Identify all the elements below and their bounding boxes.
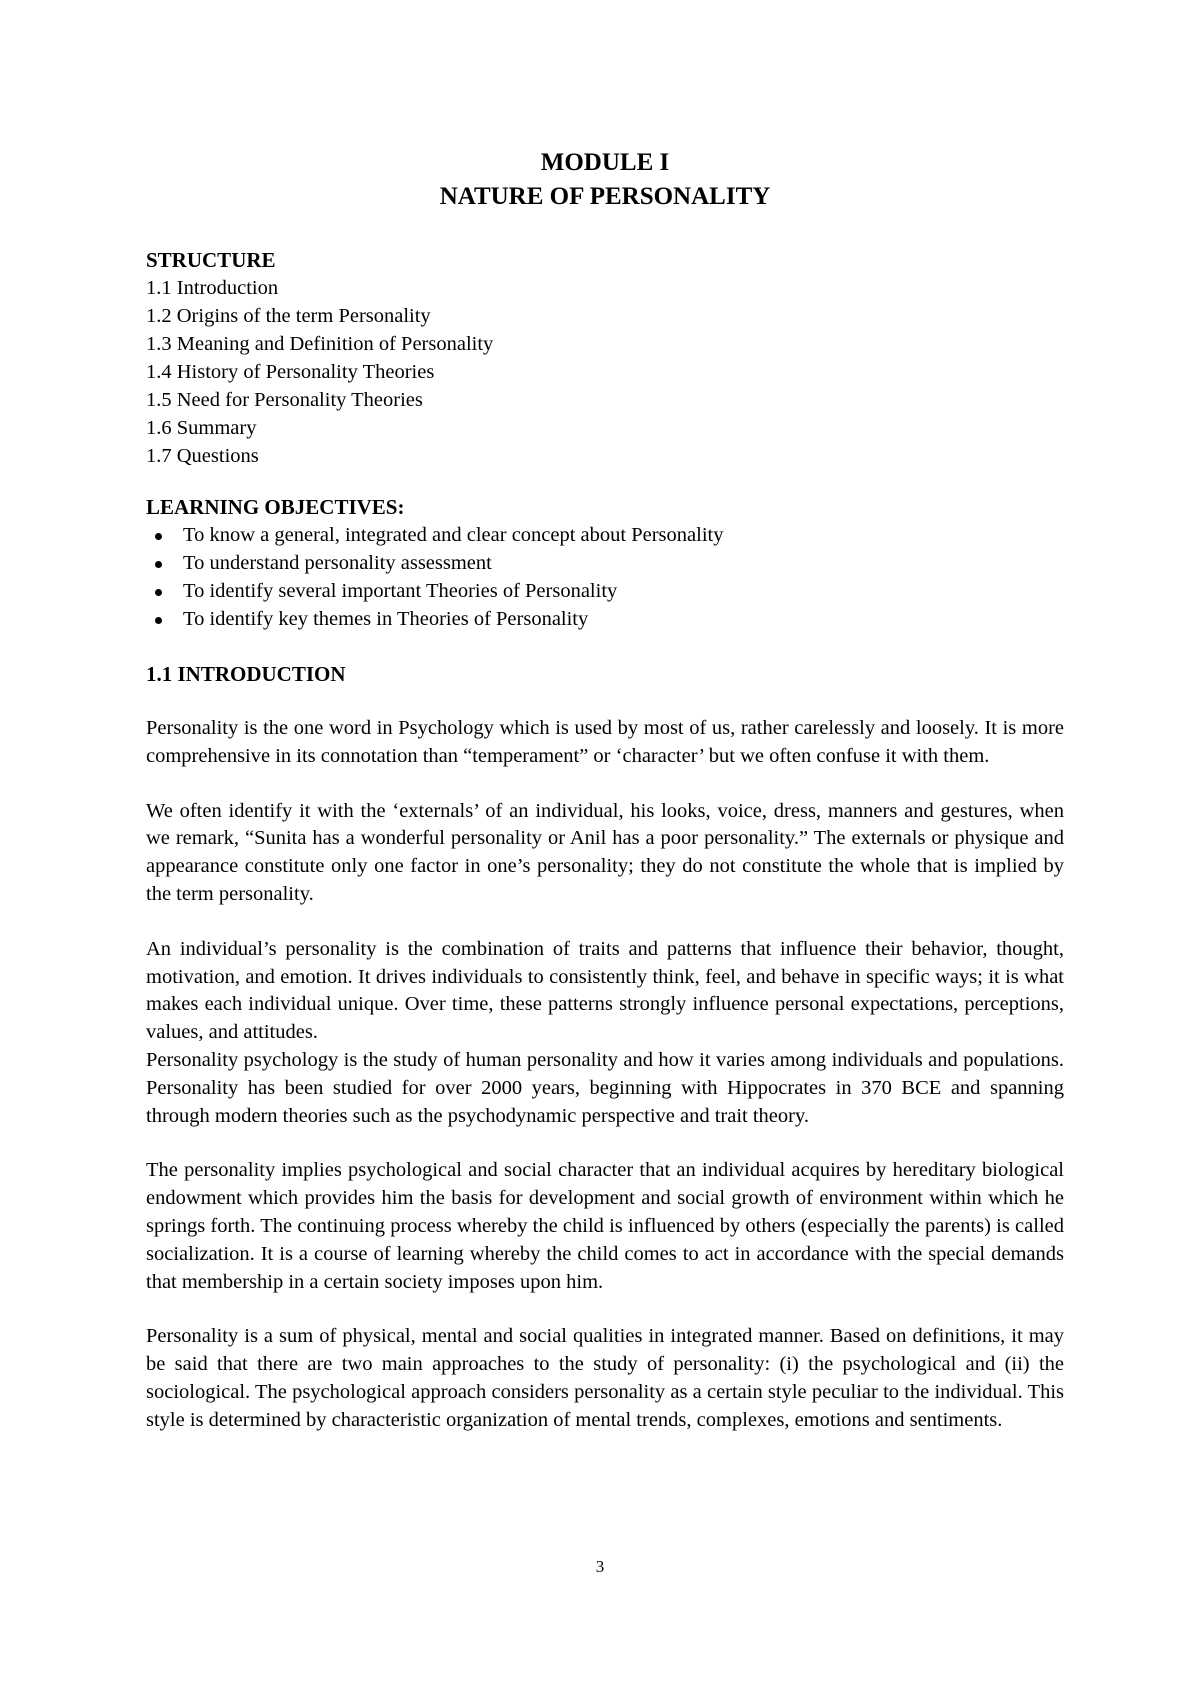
structure-item: 1.4 History of Personality Theories: [146, 361, 435, 383]
structure-heading: STRUCTURE: [146, 248, 276, 272]
structure-item: 1.3 Meaning and Definition of Personality: [146, 333, 494, 355]
structure-item: 1.2 Origins of the term Personality: [146, 305, 431, 327]
page-number: 3: [595, 1557, 605, 1576]
intro-paragraph: We often identify it with the ‘externals’ of an individual, his looks, voice, dress, manners and gestures, when we remark, “Sunita has a wonderful personality or Anil has a poor personality.” The externals or physique and appearance constitute only one factor in one’s personality; they do not constitute the whole that is implied by the term personality.: [146, 799, 1064, 905]
structure-item: 1.6 Summary: [146, 417, 257, 439]
learning-objectives-heading: LEARNING OBJECTIVES:: [146, 495, 405, 519]
objective-item: To identify key themes in Theories of Personality: [146, 605, 1064, 633]
introduction-heading: 1.1 INTRODUCTION: [146, 662, 346, 686]
module-title: MODULE I: [540, 149, 670, 176]
module-subtitle: NATURE OF PERSONALITY: [439, 183, 771, 210]
intro-paragraph: Personality psychology is the study of human personality and how it varies among individuals and populations. Personality has been studied for over 2000 years, beginning with Hippocrates in 370 BCE and spanning through modern theories such as the psychodynamic perspective and trait theory.: [146, 1048, 1064, 1127]
learning-objectives-list: [146, 521, 1064, 633]
intro-paragraph: Personality is the one word in Psychology which is used by most of us, rather carelessly and loosely. It is more comprehensive in its connotation than “temperament” or ‘character’ but we often confuse it with them.: [146, 717, 1064, 767]
structure-item: 1.1 Introduction: [146, 277, 279, 299]
intro-paragraph: The personality implies psychological and social character that an individual acquires by hereditary biological endowment which provides him the basis for development and social growth of environment within which he springs forth. The continuing process whereby the child is influenced by others (especially the parents) is called socialization. It is a course of learning whereby the child comes to act in accordance with the special demands that membership in a certain society imposes upon him.: [146, 1159, 1064, 1293]
page-content: [146, 146, 1064, 1435]
intro-paragraph: An individual’s personality is the combination of traits and patterns that influence their behavior, thought, motivation, and emotion. It drives individuals to consistently think, feel, and behave in specific ways; it is what makes each individual unique. Over time, these patterns strongly influence personal expectations, perceptions, values, and attitudes.: [146, 937, 1064, 1044]
intro-paragraph: Personality is a sum of physical, mental and social qualities in integrated manner. Based on definitions, it may be said that there are two main approaches to the study of personality: (i) the psychological and (ii) the sociological. The psychological approach considers personality as a certain style peculiar to the individual. This style is determined by characteristic organization of mental trends, complexes, emotions and sentiments.: [146, 1325, 1064, 1431]
objective-item: To understand personality assessment: [146, 549, 1064, 577]
structure-item: 1.5 Need for Personality Theories: [146, 389, 423, 411]
structure-item: 1.7 Questions: [146, 445, 259, 467]
objective-item: To know a general, integrated and clear concept about Personality: [146, 521, 1064, 549]
structure-list: [146, 274, 1064, 470]
objective-item: To identify several important Theories of Personality: [146, 577, 1064, 605]
